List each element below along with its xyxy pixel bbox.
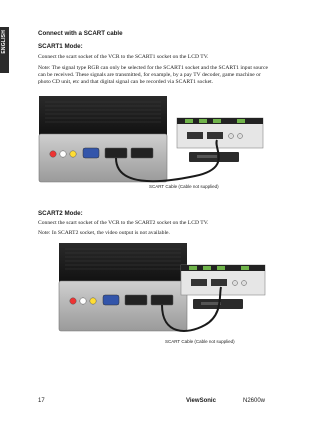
- page-number: 17: [38, 398, 45, 404]
- language-side-tab: [0, 27, 9, 73]
- vga-port-icon: [83, 148, 99, 158]
- scart1-connection-diagram: [37, 96, 267, 196]
- audio-jack-icon: [70, 298, 76, 304]
- audio-jack-icon: [60, 151, 66, 157]
- scart2-instruction: Connect the scart socket of the VCR to the SCART2 socket on the LCD TV.: [38, 220, 209, 226]
- video-jack-icon: [70, 151, 76, 157]
- scart1-socket-icon: [105, 148, 127, 158]
- scart2-cable-caption: SCART Cable (Cable not supplied): [165, 339, 235, 344]
- video-jack-icon: [90, 298, 96, 304]
- language-tab-label: ENGLISH: [1, 30, 7, 54]
- vga-port-icon: [103, 295, 119, 305]
- scart2-heading: SCART2 Mode:: [38, 210, 83, 217]
- scart2-note: Note: In SCART2 socket, the video output is not available.: [38, 230, 170, 236]
- footer-model: N2600w: [243, 398, 266, 404]
- scart1-cable-caption: SCART Cable (Cable not supplied): [149, 184, 219, 189]
- scart1-socket-icon: [125, 295, 147, 305]
- scart2-socket-icon: [151, 295, 173, 305]
- audio-jack-icon: [80, 298, 86, 304]
- footer-brand: ViewSonic: [186, 398, 216, 404]
- scart2-connection-diagram: [37, 243, 267, 351]
- scart1-heading: SCART1 Mode:: [38, 43, 83, 50]
- scart2-socket-icon: [131, 148, 153, 158]
- section-title: Connect with a SCART cable: [38, 30, 123, 37]
- scart1-note: Note: The signal type RGB can only be selected for the SCART1 socket and the SCART1 input source can be received. These signals are transmitted, for example, by a pay TV decoder, game machine or photo CD unit, etc and that digital signal can be recorded via SCART1 socket.: [38, 65, 268, 86]
- scart1-instruction: Connect the scart socket of the VCR to the SCART1 socket on the LCD TV.: [38, 54, 209, 60]
- audio-jack-icon: [50, 151, 56, 157]
